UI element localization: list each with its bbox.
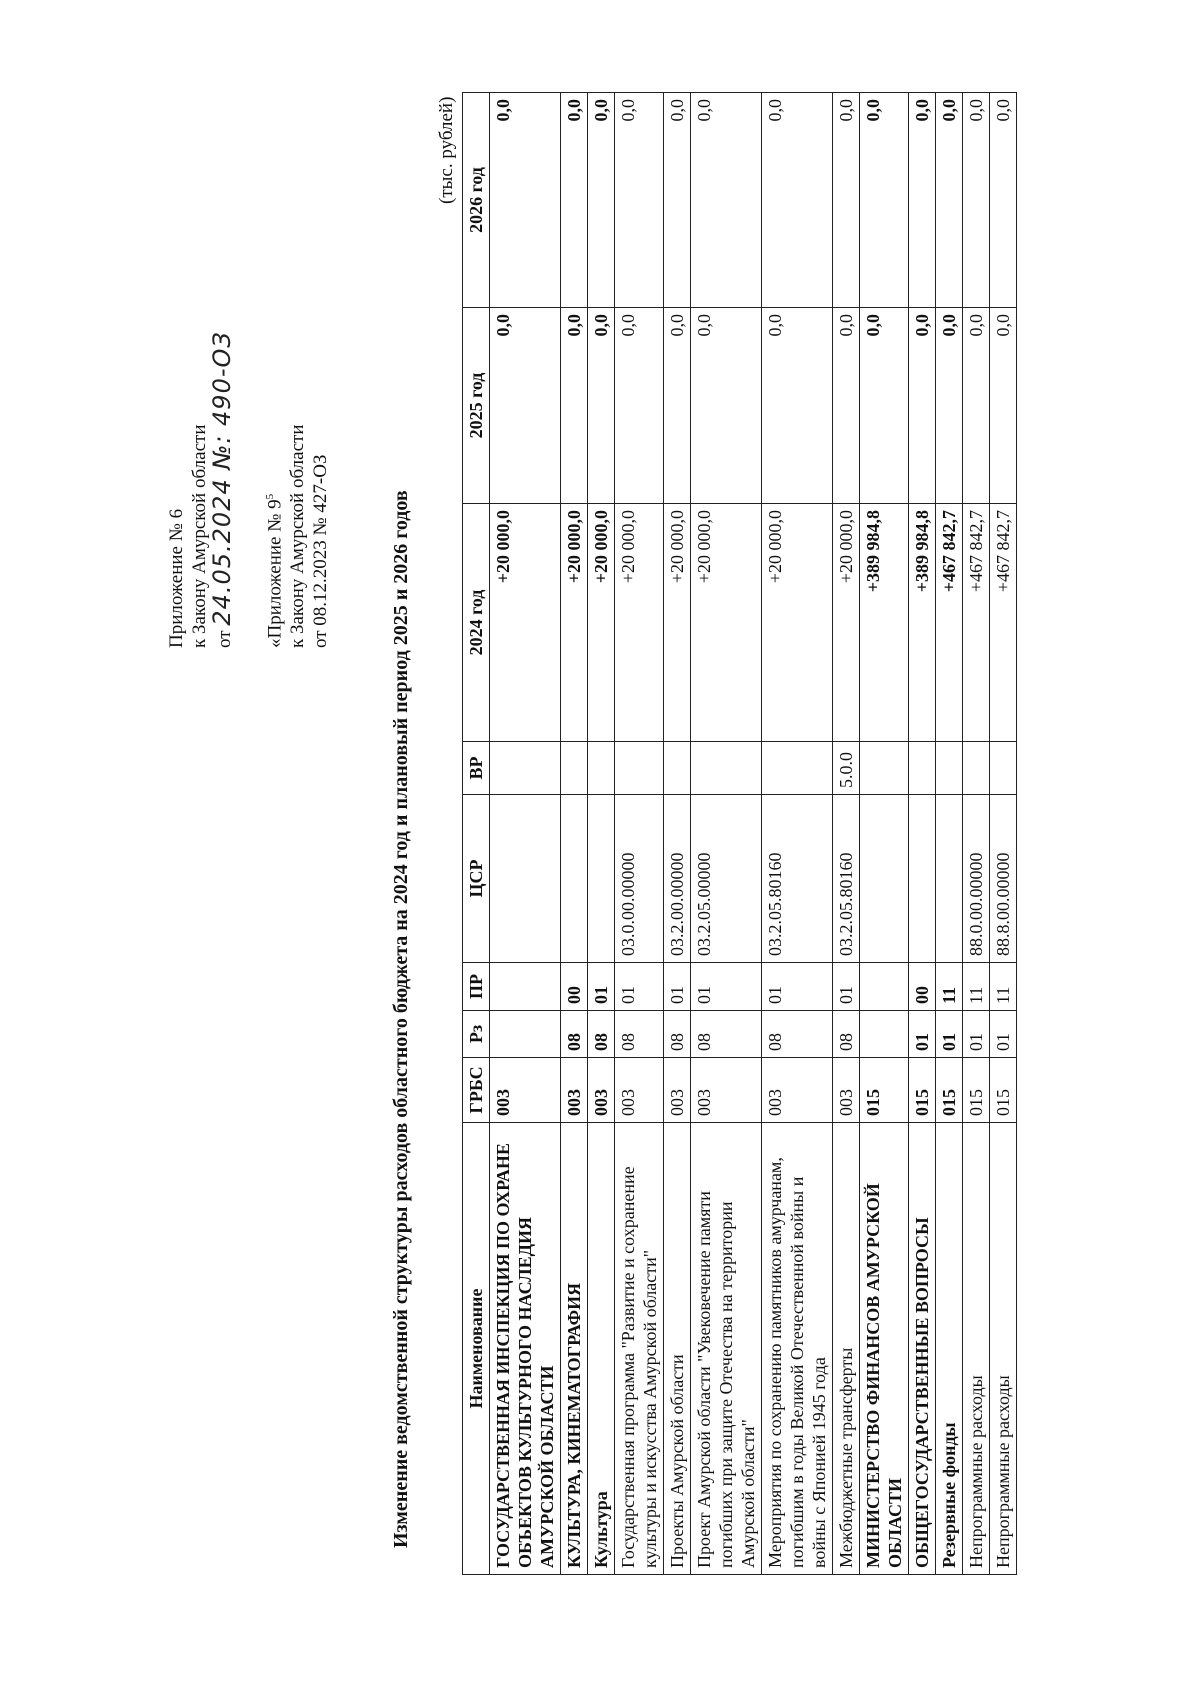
cell-csr: 03.2.05.80160 — [833, 795, 860, 963]
cell-2026: 0,0 — [615, 93, 664, 308]
units-label: (тыс. рублей) — [436, 96, 457, 204]
cell-rz: 08 — [833, 1011, 860, 1058]
cell-2025: 0,0 — [588, 308, 615, 504]
cell-rz: 08 — [561, 1011, 588, 1058]
cell-grbs: 003 — [691, 1058, 762, 1123]
table-row — [561, 93, 588, 1575]
cell-name: ГОСУДАРСТВЕННАЯ ИНСПЕКЦИЯ ПО ОХРАНЕ ОБЪЕКТОВ КУЛЬТУРНОГО НАСЛЕДИЯ АМУРСКОЙ ОБЛАСТИ — [490, 1123, 561, 1575]
cell-2026: 0,0 — [990, 93, 1017, 308]
cell-csr — [909, 795, 936, 963]
cell-csr: 03.2.05.00000 — [691, 795, 762, 963]
cell-2025: 0,0 — [860, 308, 909, 504]
cell-2025: 0,0 — [664, 308, 691, 504]
cell-name: Государственная программа "Развитие и сохранение культуры и искусства Амурской области" — [615, 1123, 664, 1575]
cell-vr — [664, 742, 691, 795]
cell-2024: +467 842,7 — [963, 504, 990, 742]
cell-2026: 0,0 — [588, 93, 615, 308]
table-row — [963, 93, 990, 1575]
cell-name: Непрограммные расходы — [963, 1123, 990, 1575]
cell-vr — [490, 742, 561, 795]
cell-2025: 0,0 — [762, 308, 833, 504]
cell-2026: 0,0 — [833, 93, 860, 308]
cell-2024: +20 000,0 — [762, 504, 833, 742]
cell-2026: 0,0 — [664, 93, 691, 308]
cell-vr — [909, 742, 936, 795]
col-header-2024: 2024 год — [463, 504, 490, 742]
cell-2024: +389 984,8 — [860, 504, 909, 742]
cell-name: Культура — [588, 1123, 615, 1575]
col-header-rz: Рз — [463, 1011, 490, 1058]
col-header-2025: 2025 год — [463, 308, 490, 504]
cell-2025: 0,0 — [615, 308, 664, 504]
table-row — [588, 93, 615, 1575]
cell-grbs: 015 — [936, 1058, 963, 1123]
handwritten-date-number: 24.05.2024 №: 490-ОЗ — [208, 331, 236, 626]
cell-vr: 5.0.0 — [833, 742, 860, 795]
budget-table — [462, 92, 1017, 1575]
cell-2026: 0,0 — [691, 93, 762, 308]
table-row — [664, 93, 691, 1575]
law-reference: к Закону Амурской области — [189, 424, 210, 648]
col-header-csr: ЦСР — [463, 795, 490, 963]
appendix-number: Приложение № 6 — [166, 508, 187, 648]
cell-grbs: 003 — [762, 1058, 833, 1123]
cell-2025: 0,0 — [909, 308, 936, 504]
table-row — [860, 93, 909, 1575]
cell-pr: 11 — [990, 963, 1017, 1011]
table-row — [833, 93, 860, 1575]
cell-rz: 01 — [990, 1011, 1017, 1058]
cell-2026: 0,0 — [860, 93, 909, 308]
cell-2026: 0,0 — [909, 93, 936, 308]
cell-2024: +20 000,0 — [691, 504, 762, 742]
cell-vr — [561, 742, 588, 795]
cell-pr: 00 — [561, 963, 588, 1011]
cell-name: Проекты Амурской области — [664, 1123, 691, 1575]
cell-pr — [490, 963, 561, 1011]
cell-grbs: 003 — [833, 1058, 860, 1123]
table-row — [691, 93, 762, 1575]
cell-2025: 0,0 — [561, 308, 588, 504]
appendix-superscript: 5 — [264, 493, 276, 500]
cell-pr: 01 — [691, 963, 762, 1011]
cell-rz: 08 — [588, 1011, 615, 1058]
date-prefix: от — [214, 630, 235, 648]
cell-grbs: 015 — [963, 1058, 990, 1123]
cell-pr: 11 — [936, 963, 963, 1011]
cell-name: МИНИСТЕРСТВО ФИНАНСОВ АМУРСКОЙ ОБЛАСТИ — [860, 1123, 909, 1575]
document-title: Изменение ведомственной структуры расходов областного бюджета на 2024 год и плановый период 2025 и 2026 годов — [390, 490, 412, 1548]
cell-vr — [615, 742, 664, 795]
cell-vr — [936, 742, 963, 795]
original-appendix-label: «Приложение № 9 — [264, 499, 286, 648]
cell-rz: 01 — [963, 1011, 990, 1058]
cell-csr: 88.0.00.00000 — [963, 795, 990, 963]
cell-2024: +20 000,0 — [588, 504, 615, 742]
cell-2024: +467 842,7 — [990, 504, 1017, 742]
cell-csr — [936, 795, 963, 963]
cell-grbs: 003 — [664, 1058, 691, 1123]
original-appendix-number — [259, 168, 286, 648]
cell-rz: 08 — [664, 1011, 691, 1058]
cell-name: Межбюджетные трансферты — [833, 1123, 860, 1575]
table-row — [615, 93, 664, 1575]
cell-2026: 0,0 — [490, 93, 561, 308]
cell-csr — [860, 795, 909, 963]
cell-2024: +20 000,0 — [664, 504, 691, 742]
cell-pr — [860, 963, 909, 1011]
col-header-2026: 2026 год — [463, 93, 490, 308]
original-law-date: от 08.12.2023 № 427-ОЗ — [310, 454, 332, 648]
col-header-pr: ПР — [463, 963, 490, 1011]
cell-pr: 01 — [762, 963, 833, 1011]
table-row — [490, 93, 561, 1575]
cell-2026: 0,0 — [936, 93, 963, 308]
cell-csr — [561, 795, 588, 963]
col-header-vr: ВР — [463, 742, 490, 795]
cell-csr — [490, 795, 561, 963]
cell-2025: 0,0 — [833, 308, 860, 504]
col-header-name: Наименование — [463, 1123, 490, 1575]
cell-vr — [860, 742, 909, 795]
cell-rz: 08 — [691, 1011, 762, 1058]
original-law-reference: к Закону Амурской области — [287, 424, 309, 648]
col-header-grbs: ГРБС — [463, 1058, 490, 1123]
cell-csr: 03.2.05.80160 — [762, 795, 833, 963]
cell-rz — [490, 1011, 561, 1058]
cell-vr — [588, 742, 615, 795]
cell-vr — [963, 742, 990, 795]
cell-2026: 0,0 — [762, 93, 833, 308]
cell-csr: 03.2.00.00000 — [664, 795, 691, 963]
cell-grbs: 015 — [860, 1058, 909, 1123]
cell-name: Проект Амурской области "Увековечение памяти погибших при защите Отечества на территории Амурской области" — [691, 1123, 762, 1575]
table-row — [762, 93, 833, 1575]
cell-grbs: 015 — [909, 1058, 936, 1123]
cell-2024: +20 000,0 — [615, 504, 664, 742]
cell-rz: 01 — [936, 1011, 963, 1058]
cell-2024: +389 984,8 — [909, 504, 936, 742]
cell-vr — [691, 742, 762, 795]
cell-grbs: 003 — [490, 1058, 561, 1123]
cell-vr — [990, 742, 1017, 795]
cell-2024: +20 000,0 — [561, 504, 588, 742]
cell-grbs: 003 — [588, 1058, 615, 1123]
table-row — [909, 93, 936, 1575]
cell-2025: 0,0 — [963, 308, 990, 504]
table-row — [990, 93, 1017, 1575]
cell-2024: +20 000,0 — [833, 504, 860, 742]
cell-name: Непрограммные расходы — [990, 1123, 1017, 1575]
cell-pr: 01 — [833, 963, 860, 1011]
cell-csr: 88.8.00.00000 — [990, 795, 1017, 963]
cell-grbs: 003 — [615, 1058, 664, 1123]
cell-2025: 0,0 — [691, 308, 762, 504]
cell-2024: +467 842,7 — [936, 504, 963, 742]
cell-2025: 0,0 — [490, 308, 561, 504]
cell-name: Мероприятия по сохранению памятников амурчанам, погибшим в годы Великой Отечественной войны и войны с Японией 1945 года — [762, 1123, 833, 1575]
cell-grbs: 015 — [990, 1058, 1017, 1123]
cell-rz: 08 — [615, 1011, 664, 1058]
cell-pr: 01 — [615, 963, 664, 1011]
cell-name: Резервные фонды — [936, 1123, 963, 1575]
cell-pr: 01 — [664, 963, 691, 1011]
cell-csr: 03.0.00.00000 — [615, 795, 664, 963]
cell-pr: 11 — [963, 963, 990, 1011]
cell-csr — [588, 795, 615, 963]
law-date-line — [208, 168, 236, 648]
cell-2026: 0,0 — [963, 93, 990, 308]
cell-2026: 0,0 — [561, 93, 588, 308]
appendix-header — [165, 168, 332, 648]
cell-name: КУЛЬТУРА, КИНЕМАТОГРАФИЯ — [561, 1123, 588, 1575]
table-row — [936, 93, 963, 1575]
table-header-row — [463, 93, 490, 1575]
cell-rz — [860, 1011, 909, 1058]
cell-2024: +20 000,0 — [490, 504, 561, 742]
cell-2025: 0,0 — [936, 308, 963, 504]
cell-name: ОБЩЕГОСУДАРСТВЕННЫЕ ВОПРОСЫ — [909, 1123, 936, 1575]
cell-rz: 08 — [762, 1011, 833, 1058]
cell-2025: 0,0 — [990, 308, 1017, 504]
cell-pr: 01 — [588, 963, 615, 1011]
cell-pr: 00 — [909, 963, 936, 1011]
cell-rz: 01 — [909, 1011, 936, 1058]
cell-vr — [762, 742, 833, 795]
cell-grbs: 003 — [561, 1058, 588, 1123]
